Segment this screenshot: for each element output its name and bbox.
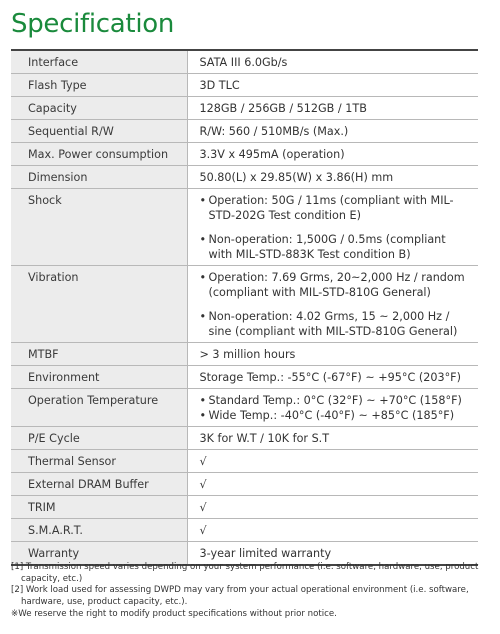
check-mark-icon: √ [187, 496, 478, 519]
spec-row-dram-buffer [11, 473, 478, 496]
spec-label: Operation Temperature [11, 389, 187, 427]
spec-label: Interface [11, 50, 187, 74]
spec-value: 50.80(L) x 29.85(W) x 3.86(H) mm [187, 166, 478, 189]
spec-label: External DRAM Buffer [11, 473, 187, 496]
spec-label: Shock [11, 189, 187, 266]
spec-value: Storage Temp.: -55°C (-67°F) ~ +95°C (203°F) [187, 366, 478, 389]
spec-row-vibration [11, 266, 478, 343]
spec-bullet: • Operation: 50G / 11ms (compliant with MIL-STD-202G Test condition E) [200, 193, 471, 223]
spec-row-environment [11, 366, 478, 389]
spec-bullet: • Wide Temp.: -40°C (-40°F) ~ +85°C (185°F) [200, 408, 471, 423]
spec-label: Thermal Sensor [11, 450, 187, 473]
spec-label: P/E Cycle [11, 427, 187, 450]
spec-label: Dimension [11, 166, 187, 189]
spec-label: TRIM [11, 496, 187, 519]
spec-value: 128GB / 256GB / 512GB / 1TB [187, 97, 478, 120]
footnote: [2] Work load used for assessing DWPD may vary from your actual operational environment (i.e. software, hardware, use, product capacity, etc.). [11, 585, 469, 608]
spec-value-list [187, 389, 478, 427]
spec-row-operation-temperature [11, 389, 478, 427]
check-mark-icon: √ [187, 450, 478, 473]
spec-row-interface [11, 50, 478, 74]
spec-label: S.M.A.R.T. [11, 519, 187, 542]
spec-label: Capacity [11, 97, 187, 120]
spec-row-smart [11, 519, 478, 542]
spec-row-mtbf [11, 343, 478, 366]
spec-row-flash-type [11, 74, 478, 97]
spec-label: Environment [11, 366, 187, 389]
spec-value-list [187, 189, 478, 266]
spec-label: Warranty [11, 542, 187, 566]
spec-row-thermal-sensor [11, 450, 478, 473]
spec-label: Sequential R/W [11, 120, 187, 143]
spec-row-trim [11, 496, 478, 519]
specification-table [11, 49, 478, 566]
spec-value: 3.3V x 495mA (operation) [187, 143, 478, 166]
footnotes [11, 562, 485, 621]
check-mark-icon: √ [187, 519, 478, 542]
check-mark-icon: √ [187, 473, 478, 496]
spec-value: 3-year limited warranty [187, 542, 478, 566]
spec-row-power [11, 143, 478, 166]
spec-label: Flash Type [11, 74, 187, 97]
spec-row-shock [11, 189, 478, 266]
spec-row-pe-cycle [11, 427, 478, 450]
spec-value: 3D TLC [187, 74, 478, 97]
spec-bullet: • Non-operation: 4.02 Grms, 15 ~ 2,000 Hz / sine (compliant with MIL-STD-810G General) [200, 309, 471, 339]
spec-label: Vibration [11, 266, 187, 343]
spec-row-dimension [11, 166, 478, 189]
footnote: ※We reserve the right to modify product specifications without prior notice. [11, 608, 337, 619]
spec-bullet: • Non-operation: 1,500G / 0.5ms (compliant with MIL-STD-883K Test condition B) [200, 232, 471, 262]
spec-bullet: • Operation: 7.69 Grms, 20~2,000 Hz / random (compliant with MIL-STD-810G General) [200, 270, 471, 300]
spec-value: 3K for W.T / 10K for S.T [187, 427, 478, 450]
spec-value-list [187, 266, 478, 343]
page-title: Specification [11, 9, 175, 39]
spec-label: MTBF [11, 343, 187, 366]
spec-label: Max. Power consumption [11, 143, 187, 166]
spec-value: > 3 million hours [187, 343, 478, 366]
spec-value: R/W: 560 / 510MB/s (Max.) [187, 120, 478, 143]
spec-value: SATA III 6.0Gb/s [187, 50, 478, 74]
spec-row-capacity [11, 97, 478, 120]
spec-bullet: • Standard Temp.: 0°C (32°F) ~ +70°C (158°F) [200, 393, 471, 408]
spec-row-sequential-rw [11, 120, 478, 143]
footnote: [1] Transmission speed varies depending on your system performance (i.e. software, hardware, use, product capacity, etc.) [11, 562, 479, 584]
